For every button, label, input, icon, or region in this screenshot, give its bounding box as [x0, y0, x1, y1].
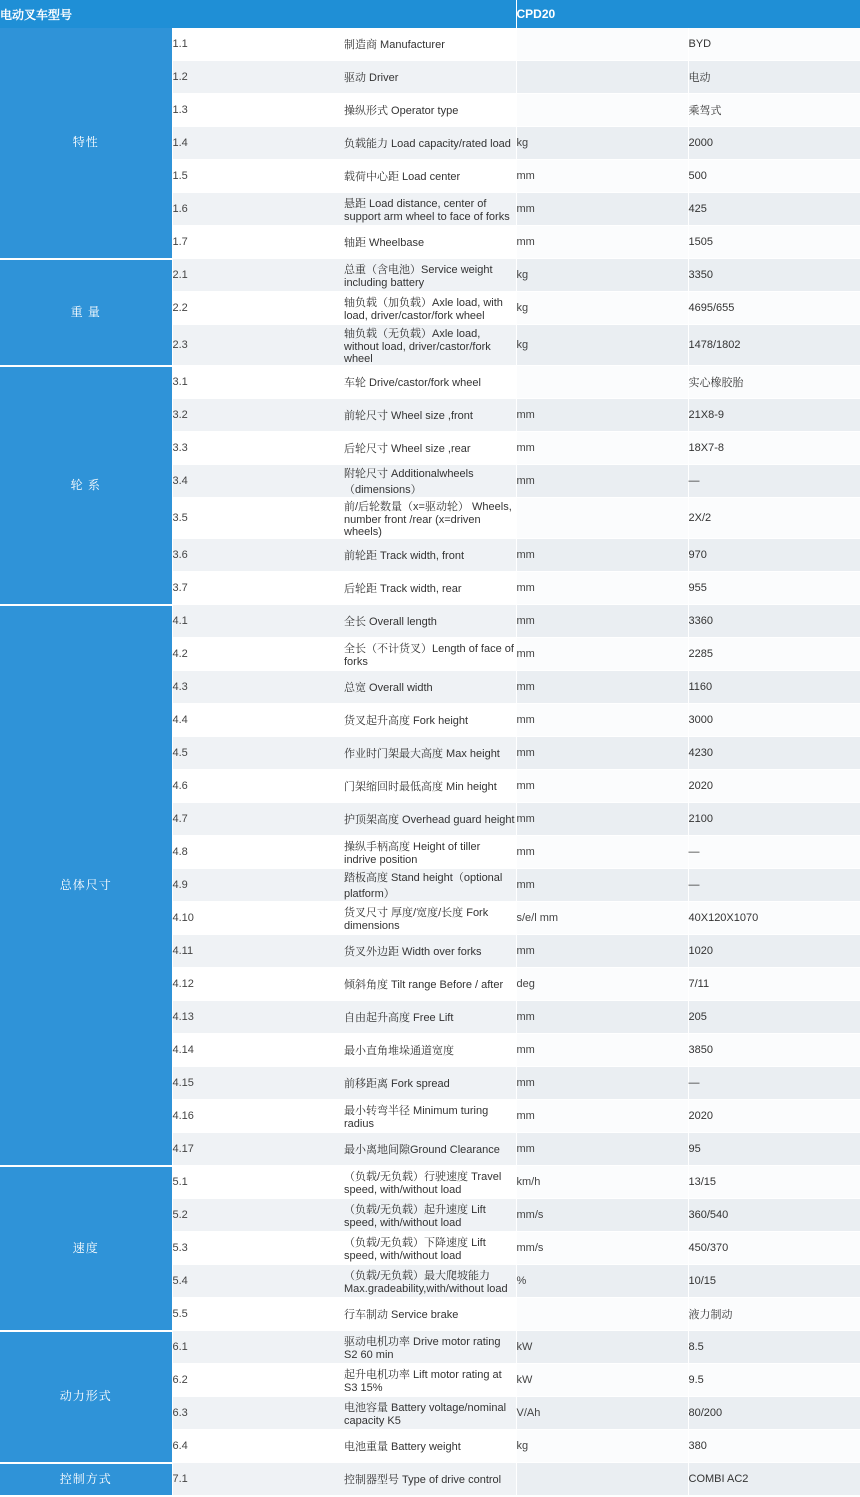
row-number: 3.5	[172, 498, 344, 539]
row-unit: mm	[516, 465, 688, 498]
row-value: 500	[688, 160, 860, 193]
row-description: 最小转弯半径 Minimum turing radius	[344, 1100, 516, 1133]
row-value: 1020	[688, 935, 860, 968]
row-unit: mm	[516, 160, 688, 193]
row-description: 护顶架高度 Overhead guard height	[344, 803, 516, 836]
row-description: 操纵形式 Operator type	[344, 94, 516, 127]
group-label-text: 总体尺寸	[59, 877, 112, 892]
row-description: 自由起升高度 Free Lift	[344, 1001, 516, 1034]
row-unit	[516, 94, 688, 127]
row-description: 起升电机功率 Lift motor rating at S3 15%	[344, 1364, 516, 1397]
row-unit: mm	[516, 1001, 688, 1034]
row-number: 4.6	[172, 770, 344, 803]
row-number: 3.6	[172, 539, 344, 572]
row-unit: mm	[516, 1067, 688, 1100]
row-number: 6.2	[172, 1364, 344, 1397]
row-value: 2100	[688, 803, 860, 836]
table-row	[0, 28, 860, 61]
row-unit: mm	[516, 803, 688, 836]
row-value: 970	[688, 539, 860, 572]
row-description: 踏板高度 Stand height（optional platform）	[344, 869, 516, 902]
row-unit: kg	[516, 325, 688, 366]
group-label-4	[0, 605, 172, 1166]
row-unit	[516, 61, 688, 94]
row-number: 4.8	[172, 836, 344, 869]
row-value: 3000	[688, 704, 860, 737]
model-name: CPD20	[516, 0, 860, 28]
row-unit: kW	[516, 1364, 688, 1397]
row-value: COMBI AC2	[688, 1463, 860, 1496]
row-unit: mm	[516, 638, 688, 671]
row-unit: mm	[516, 1133, 688, 1166]
row-description: 前移距离 Fork spread	[344, 1067, 516, 1100]
row-value: 电动	[688, 61, 860, 94]
row-description: 驱动电机功率 Drive motor rating S2 60 min	[344, 1331, 516, 1364]
row-description: 货叉外边距 Width over forks	[344, 935, 516, 968]
row-unit: km/h	[516, 1166, 688, 1199]
row-value: 3360	[688, 605, 860, 638]
row-number: 2.1	[172, 259, 344, 292]
row-description: 电池重量 Battery weight	[344, 1430, 516, 1463]
table-row	[0, 1166, 860, 1199]
row-number: 4.5	[172, 737, 344, 770]
row-number: 4.17	[172, 1133, 344, 1166]
row-value: 2020	[688, 1100, 860, 1133]
row-unit: mm	[516, 399, 688, 432]
group-label-text: 轮 系	[70, 477, 101, 492]
row-description: 控制器型号 Type of drive control	[344, 1463, 516, 1496]
row-unit: kg	[516, 1430, 688, 1463]
row-unit: mm/s	[516, 1232, 688, 1265]
row-number: 4.16	[172, 1100, 344, 1133]
row-number: 6.3	[172, 1397, 344, 1430]
row-number: 4.12	[172, 968, 344, 1001]
row-description: 总重（含电池）Service weight including battery	[344, 259, 516, 292]
row-value: 2000	[688, 127, 860, 160]
table-header-row	[0, 0, 860, 28]
row-number: 4.13	[172, 1001, 344, 1034]
row-unit: mm	[516, 605, 688, 638]
row-description: 后轮尺寸 Wheel size ,rear	[344, 432, 516, 465]
row-description: 作业时门架最大高度 Max height	[344, 737, 516, 770]
row-number: 2.2	[172, 292, 344, 325]
row-description: 前轮尺寸 Wheel size ,front	[344, 399, 516, 432]
row-description: 轴距 Wheelbase	[344, 226, 516, 259]
row-description: 负载能力 Load capacity/rated load	[344, 127, 516, 160]
group-label-1	[0, 28, 172, 259]
row-value: 95	[688, 1133, 860, 1166]
row-number: 2.3	[172, 325, 344, 366]
group-label-7	[0, 1463, 172, 1496]
row-value: 4695/655	[688, 292, 860, 325]
row-unit: kg	[516, 292, 688, 325]
row-value: 乘驾式	[688, 94, 860, 127]
row-unit: kg	[516, 127, 688, 160]
row-description: 最小直角堆垛通道宽度	[344, 1034, 516, 1067]
row-value: 2020	[688, 770, 860, 803]
table-row	[0, 605, 860, 638]
row-description: 悬距 Load distance, center of support arm wheel to face of forks	[344, 193, 516, 226]
row-value: 40X120X1070	[688, 902, 860, 935]
row-unit: deg	[516, 968, 688, 1001]
row-number: 3.7	[172, 572, 344, 605]
row-unit	[516, 28, 688, 61]
row-value: —	[688, 869, 860, 902]
row-value: 3850	[688, 1034, 860, 1067]
row-description: 车轮 Drive/castor/fork wheel	[344, 366, 516, 399]
row-unit: mm	[516, 226, 688, 259]
row-number: 5.4	[172, 1265, 344, 1298]
row-description: 后轮距 Track width, rear	[344, 572, 516, 605]
row-number: 3.3	[172, 432, 344, 465]
row-number: 1.6	[172, 193, 344, 226]
row-value: 8.5	[688, 1331, 860, 1364]
row-number: 5.2	[172, 1199, 344, 1232]
row-number: 4.2	[172, 638, 344, 671]
row-number: 1.4	[172, 127, 344, 160]
row-number: 3.4	[172, 465, 344, 498]
group-label-text: 控制方式	[59, 1471, 112, 1486]
row-description: 驱动 Driver	[344, 61, 516, 94]
row-value: —	[688, 465, 860, 498]
row-number: 4.1	[172, 605, 344, 638]
group-label-text: 速度	[72, 1240, 99, 1255]
table-title: 电动叉车型号	[0, 0, 516, 28]
row-value: 18X7-8	[688, 432, 860, 465]
row-description: 轴负载（加负载）Axle load, with load, driver/castor/fork wheel	[344, 292, 516, 325]
row-unit: mm	[516, 432, 688, 465]
row-number: 1.5	[172, 160, 344, 193]
row-number: 4.10	[172, 902, 344, 935]
row-description: （负载/无负载）下降速度 Lift speed, with/without load	[344, 1232, 516, 1265]
row-value: 3350	[688, 259, 860, 292]
row-unit: mm	[516, 1100, 688, 1133]
row-unit	[516, 1463, 688, 1496]
row-number: 1.3	[172, 94, 344, 127]
row-unit: s/e/l mm	[516, 902, 688, 935]
group-label-2	[0, 259, 172, 366]
group-label-6	[0, 1331, 172, 1463]
row-description: 附轮尺寸 Additionalwheels（dimensions）	[344, 465, 516, 498]
row-unit: mm	[516, 539, 688, 572]
row-number: 5.5	[172, 1298, 344, 1331]
row-number: 5.3	[172, 1232, 344, 1265]
group-label-text: 重 量	[70, 304, 101, 319]
row-value: 450/370	[688, 1232, 860, 1265]
row-number: 6.4	[172, 1430, 344, 1463]
row-value: 液力制动	[688, 1298, 860, 1331]
row-value: 21X8-9	[688, 399, 860, 432]
row-value: 380	[688, 1430, 860, 1463]
table-row	[0, 1331, 860, 1364]
table-row	[0, 366, 860, 399]
row-value: 1505	[688, 226, 860, 259]
row-unit: mm	[516, 572, 688, 605]
row-description: 行车制动 Service brake	[344, 1298, 516, 1331]
table-row	[0, 1463, 860, 1496]
row-description: 制造商 Manufacturer	[344, 28, 516, 61]
row-unit: mm	[516, 737, 688, 770]
row-unit: kW	[516, 1331, 688, 1364]
row-value: 13/15	[688, 1166, 860, 1199]
row-number: 4.3	[172, 671, 344, 704]
row-unit: V/Ah	[516, 1397, 688, 1430]
row-number: 4.4	[172, 704, 344, 737]
row-number: 1.2	[172, 61, 344, 94]
row-value: 1160	[688, 671, 860, 704]
group-label-5	[0, 1166, 172, 1331]
row-value: 7/11	[688, 968, 860, 1001]
row-description: 倾斜角度 Tilt range Before / after	[344, 968, 516, 1001]
group-label-3	[0, 366, 172, 605]
row-unit: mm	[516, 869, 688, 902]
row-number: 4.14	[172, 1034, 344, 1067]
row-description: 前/后轮数量（x=驱动轮） Wheels, number front /rear (x=driven wheels)	[344, 498, 516, 539]
row-value: 4230	[688, 737, 860, 770]
row-unit: mm	[516, 935, 688, 968]
row-unit: mm	[516, 193, 688, 226]
row-description: 全长 Overall length	[344, 605, 516, 638]
row-unit: mm	[516, 671, 688, 704]
row-unit	[516, 1298, 688, 1331]
group-label-text: 动力形式	[59, 1389, 112, 1404]
row-description: 全长（不计货叉）Length of face of forks	[344, 638, 516, 671]
row-description: 前轮距 Track width, front	[344, 539, 516, 572]
row-description: 轴负载（无负载）Axle load, without load, driver/castor/fork wheel	[344, 325, 516, 366]
row-unit: mm	[516, 770, 688, 803]
row-number: 3.2	[172, 399, 344, 432]
row-value: 955	[688, 572, 860, 605]
row-value: 10/15	[688, 1265, 860, 1298]
row-unit: mm/s	[516, 1199, 688, 1232]
row-value: 9.5	[688, 1364, 860, 1397]
row-description: 电池容量 Battery voltage/nominal capacity K5	[344, 1397, 516, 1430]
row-description: 操纵手柄高度 Height of tiller indrive position	[344, 836, 516, 869]
row-value: 425	[688, 193, 860, 226]
row-number: 4.9	[172, 869, 344, 902]
row-description: （负载/无负载）行驶速度 Travel speed, with/without load	[344, 1166, 516, 1199]
row-number: 1.1	[172, 28, 344, 61]
row-description: 货叉起升高度 Fork height	[344, 704, 516, 737]
row-value: 360/540	[688, 1199, 860, 1232]
row-number: 6.1	[172, 1331, 344, 1364]
row-description: 门架缩回时最低高度 Min height	[344, 770, 516, 803]
row-description: 最小离地间隙Ground Clearance	[344, 1133, 516, 1166]
row-description: （负载/无负载）起升速度 Lift speed, with/without load	[344, 1199, 516, 1232]
row-number: 3.1	[172, 366, 344, 399]
row-number: 1.7	[172, 226, 344, 259]
row-number: 7.1	[172, 1463, 344, 1496]
row-value: —	[688, 1067, 860, 1100]
row-number: 4.11	[172, 935, 344, 968]
row-number: 4.15	[172, 1067, 344, 1100]
row-value: 1478/1802	[688, 325, 860, 366]
row-description: 货叉尺寸 厚度/宽度/长度 Fork dimensions	[344, 902, 516, 935]
row-number: 4.7	[172, 803, 344, 836]
row-value: 实心橡胶胎	[688, 366, 860, 399]
row-unit: mm	[516, 704, 688, 737]
row-unit	[516, 366, 688, 399]
row-value: 2X/2	[688, 498, 860, 539]
row-description: （负载/无负载）最大爬坡能力 Max.gradeability,with/without load	[344, 1265, 516, 1298]
row-value: 80/200	[688, 1397, 860, 1430]
row-value: BYD	[688, 28, 860, 61]
row-value: —	[688, 836, 860, 869]
row-value: 2285	[688, 638, 860, 671]
row-unit	[516, 498, 688, 539]
row-number: 5.1	[172, 1166, 344, 1199]
row-unit: mm	[516, 1034, 688, 1067]
table-row	[0, 259, 860, 292]
row-unit: %	[516, 1265, 688, 1298]
row-unit: kg	[516, 259, 688, 292]
row-unit: mm	[516, 836, 688, 869]
row-value: 205	[688, 1001, 860, 1034]
row-description: 载荷中心距 Load center	[344, 160, 516, 193]
row-description: 总宽 Overall width	[344, 671, 516, 704]
group-label-text: 特性	[72, 135, 99, 150]
